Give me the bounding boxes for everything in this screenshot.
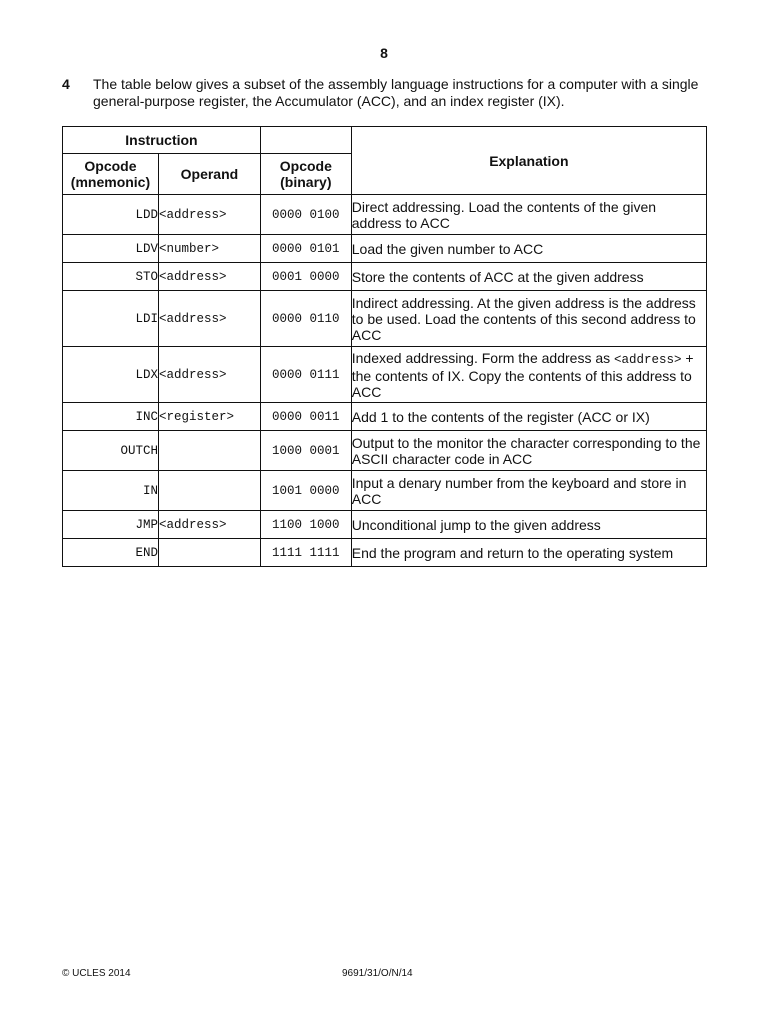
mnemonic-cell: LDD (63, 195, 159, 235)
operand-header: Operand (158, 154, 260, 195)
operand-cell: <register> (158, 403, 260, 431)
blank-header-cell (260, 127, 351, 154)
explanation-cell: Add 1 to the contents of the register (ACC or IX) (351, 403, 706, 431)
table-row (63, 431, 707, 471)
binary-cell: 0000 0101 (260, 235, 351, 263)
explanation-text: Indexed addressing. Form the address as (351, 349, 615, 366)
explanation-cell: Input a denary number from the keyboard and store in ACC (351, 471, 706, 511)
mnemonic-cell: LDV (63, 235, 159, 263)
explanation-cell: Output to the monitor the character corresponding to the ASCII character code in ACC (351, 431, 706, 471)
operand-cell: <number> (158, 235, 260, 263)
question-number: 4 (62, 76, 70, 92)
binary-cell: 0000 0011 (260, 403, 351, 431)
footer-paper-code: 9691/31/O/N/14 (342, 968, 413, 979)
mnemonic-cell: END (63, 539, 159, 567)
table-row (63, 471, 707, 511)
binary-cell: 1001 0000 (260, 471, 351, 511)
explanation-cell: Load the given number to ACC (351, 235, 706, 263)
explanation-cell: End the program and return to the operating system (351, 539, 706, 567)
explanation-code: <address> (614, 352, 682, 367)
mnemonic-cell: JMP (63, 511, 159, 539)
mnemonic-cell: STO (63, 263, 159, 291)
mnemonic-cell: OUTCH (63, 431, 159, 471)
binary-cell: 1000 0001 (260, 431, 351, 471)
opcode-binary-header: Opcode (binary) (260, 154, 351, 195)
page-number: 8 (380, 45, 388, 61)
operand-cell: <address> (158, 263, 260, 291)
operand-cell: <address> (158, 347, 260, 403)
mnemonic-cell: LDI (63, 291, 159, 347)
table-row (63, 291, 707, 347)
mnemonic-cell: LDX (63, 347, 159, 403)
operand-cell: <address> (158, 511, 260, 539)
table-row (63, 347, 707, 403)
table-row (63, 511, 707, 539)
table-row (63, 403, 707, 431)
explanation-text: + the contents of IX. Copy the contents of this address to ACC (351, 349, 694, 400)
binary-cell: 0000 0100 (260, 195, 351, 235)
explanation-cell: Indirect addressing. At the given address is the address to be used. Load the contents of this second address to ACC (351, 291, 706, 347)
operand-cell: <address> (158, 291, 260, 347)
footer-copyright: © UCLES 2014 (62, 968, 131, 979)
explanation-cell: Direct addressing. Load the contents of the given address to ACC (351, 195, 706, 235)
operand-cell: <address> (158, 195, 260, 235)
opcode-mnemonic-header: Opcode (mnemonic) (63, 154, 159, 195)
binary-cell: 1111 1111 (260, 539, 351, 567)
binary-cell: 0000 0111 (260, 347, 351, 403)
explanation-header: Explanation (351, 127, 706, 195)
binary-cell: 0000 0110 (260, 291, 351, 347)
binary-cell: 1100 1000 (260, 511, 351, 539)
mnemonic-cell: IN (63, 471, 159, 511)
table-row (63, 235, 707, 263)
explanation-cell: Store the contents of ACC at the given address (351, 263, 706, 291)
table-row (63, 195, 707, 235)
binary-cell: 0001 0000 (260, 263, 351, 291)
explanation-cell: Unconditional jump to the given address (351, 511, 706, 539)
question-4 (62, 76, 712, 110)
operand-cell (158, 539, 260, 567)
question-text: The table below gives a subset of the assembly language instructions for a computer with a single general-purpose register, the Accumulator (ACC), and an index register (IX). (93, 76, 699, 109)
mnemonic-cell: INC (63, 403, 159, 431)
table-row (63, 539, 707, 567)
table-row (63, 263, 707, 291)
instruction-table (62, 126, 707, 567)
explanation-cell (351, 347, 706, 403)
operand-cell (158, 431, 260, 471)
instruction-header: Instruction (63, 127, 261, 154)
operand-cell (158, 471, 260, 511)
